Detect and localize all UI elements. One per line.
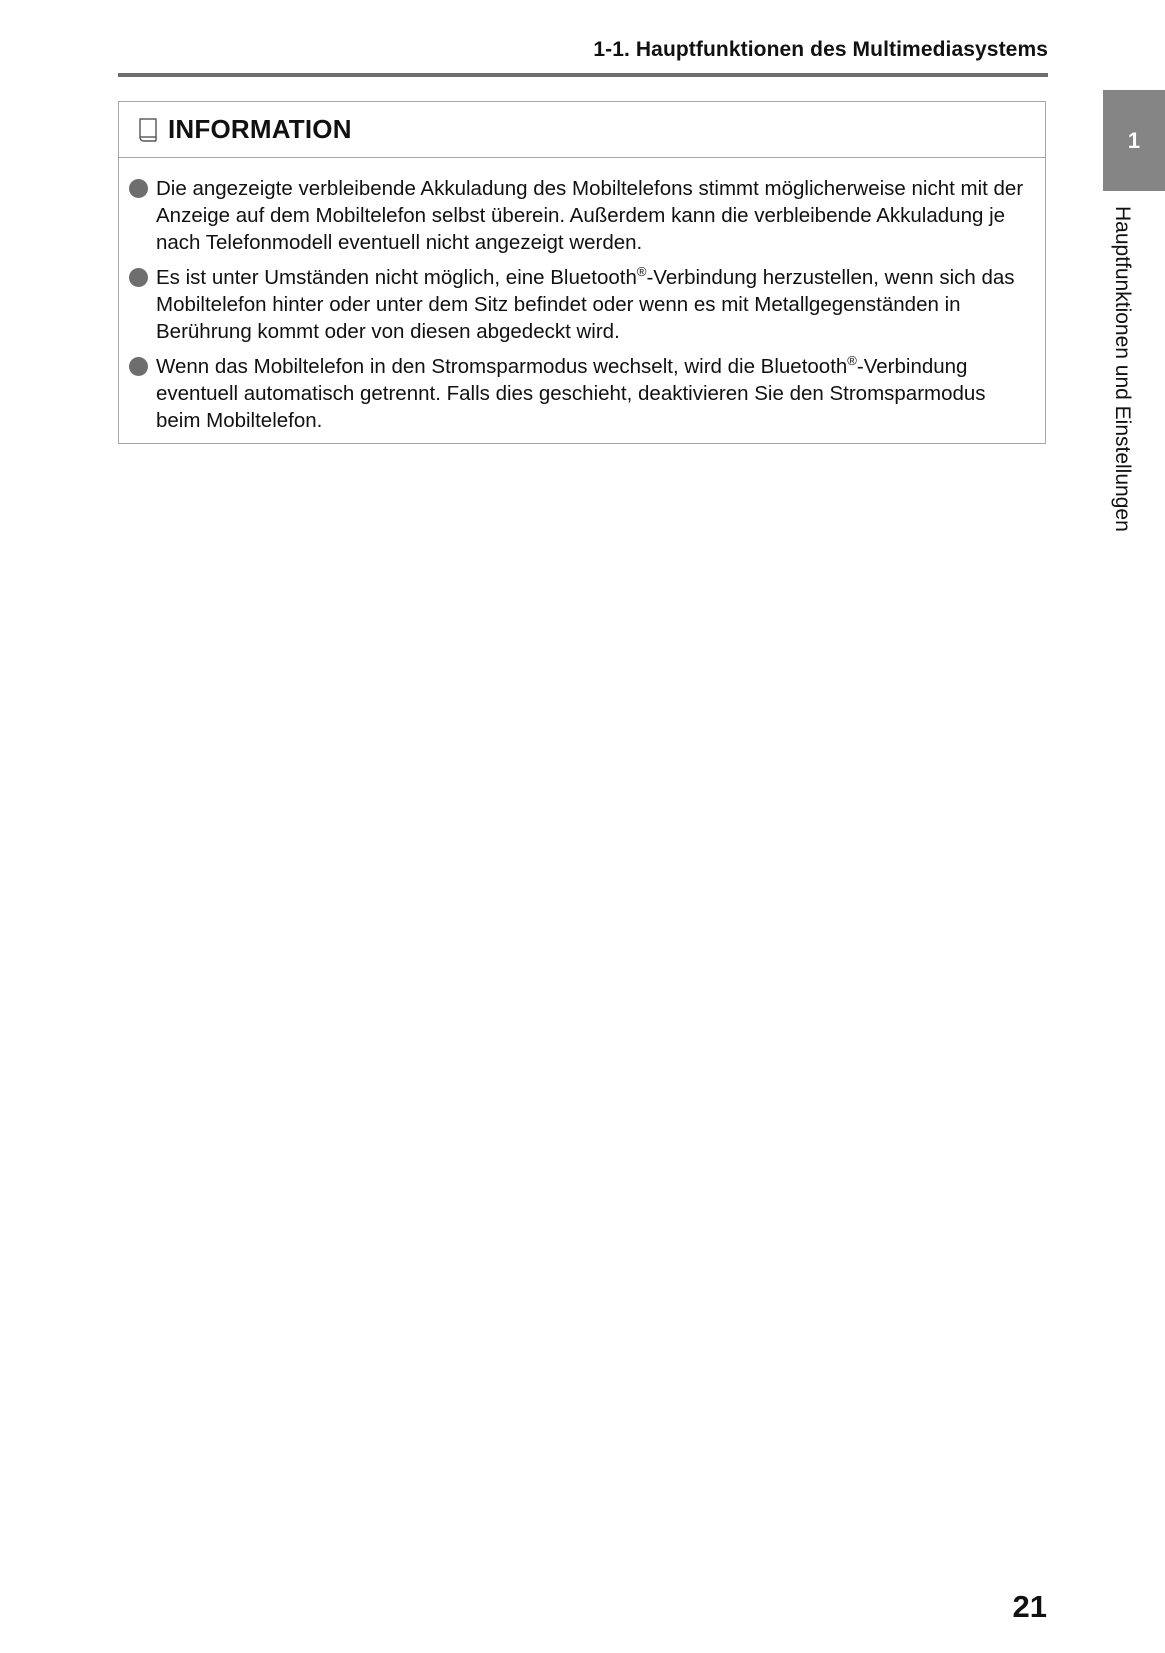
information-title: INFORMATION bbox=[168, 114, 352, 144]
page-number: 21 bbox=[1012, 1589, 1047, 1624]
section-header: 1-1. Hauptfunktionen des Multimediasystems bbox=[593, 38, 1048, 61]
book-icon bbox=[136, 117, 160, 143]
registered-mark: ® bbox=[847, 353, 857, 368]
information-box bbox=[118, 101, 1046, 444]
chapter-number: 1 bbox=[1127, 127, 1141, 153]
item-text-end: -Verbindung herzustellen, wenn sich das Mobiltelefon hinter oder unter dem Sitz befindet oder wenn es mit Metallgegenständen in Berührung kommt oder von diesen abgedeckt wird. bbox=[156, 266, 1015, 343]
information-list bbox=[119, 158, 1045, 434]
bullet-icon bbox=[129, 268, 148, 287]
registered-mark: ® bbox=[636, 264, 647, 279]
list-item bbox=[119, 264, 1025, 345]
information-header bbox=[119, 102, 1045, 158]
list-item bbox=[119, 353, 1025, 434]
item-text: Die angezeigte verbleibende Akkuladung des Mobiltelefons stimmt möglicherweise nicht mit der Anzeige auf dem Mobiltelefon selbst überein. Außerdem kann die verbleibende Akkuladung je nach Telefonmodell eventuell nicht angezeigt werden. bbox=[156, 177, 1024, 254]
list-item bbox=[119, 175, 1025, 256]
header-divider bbox=[118, 73, 1048, 77]
bullet-icon bbox=[129, 357, 148, 376]
item-text-start: Wenn das Mobiltelefon in den Stromsparmodus wechselt, wird die Bluetooth bbox=[156, 355, 848, 378]
chapter-side-label: Hauptfunktionen und Einstellungen bbox=[1111, 206, 1134, 532]
item-text-start: Es ist unter Umständen nicht möglich, eine Bluetooth bbox=[156, 266, 637, 289]
chapter-tab bbox=[1103, 90, 1165, 191]
item-text-end: -Verbindung eventuell automatisch getrennt. Falls dies geschieht, deaktivieren Sie den Stromsparmodus beim Mobiltelefon. bbox=[156, 355, 986, 432]
bullet-icon bbox=[129, 179, 148, 198]
